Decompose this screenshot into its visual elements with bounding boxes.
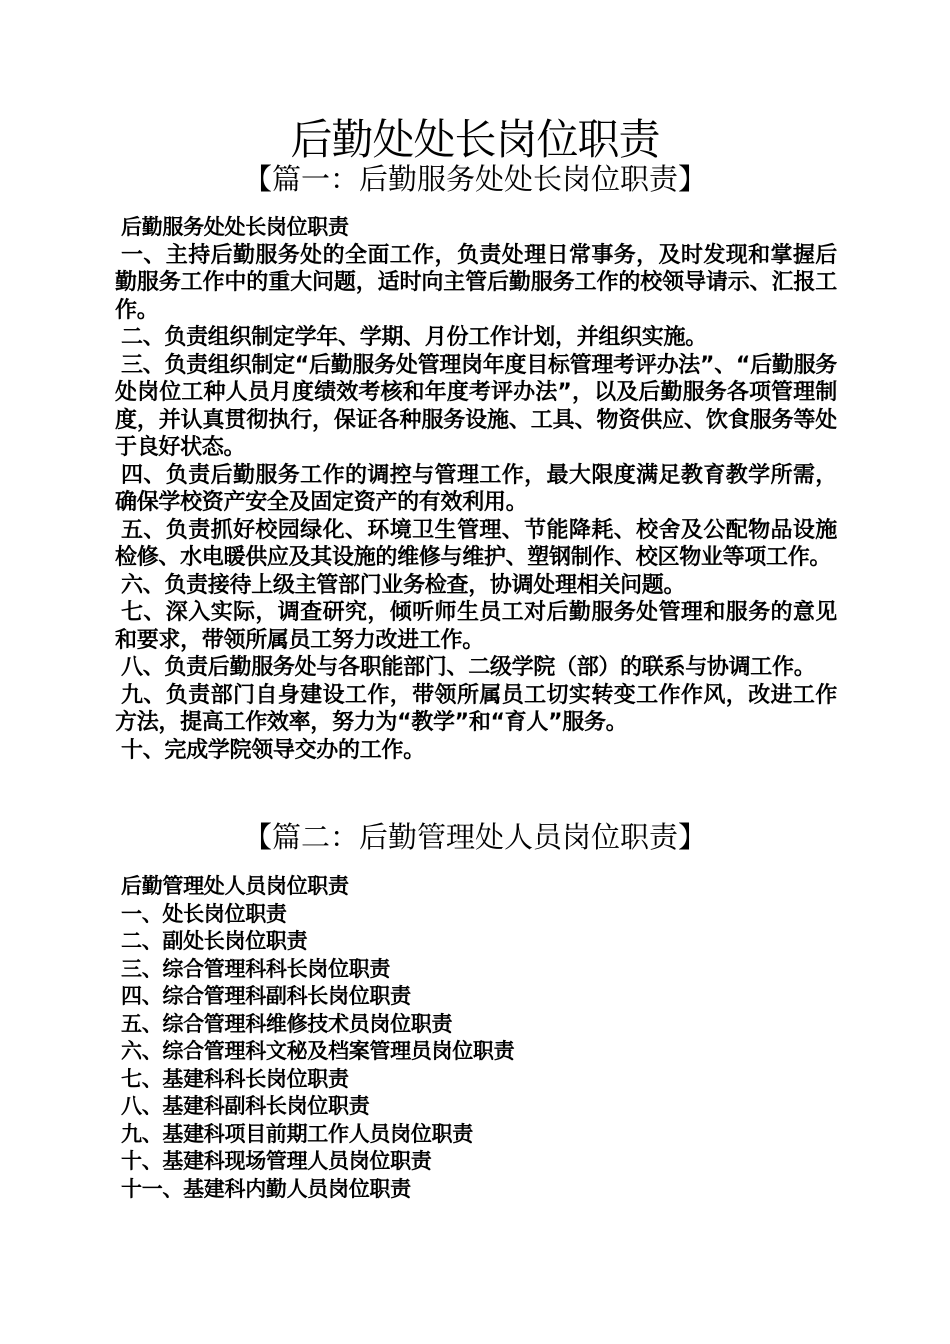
duty-item: 七、深入实际，调查研究，倾听师生员工对后勤服务处管理和服务的意见和要求，带领所属员工努力改进工作。 (115, 600, 837, 653)
section-2-body (115, 873, 837, 1203)
position-list-item: 一、处长岗位职责 (121, 901, 287, 926)
position-list-item: 七、基建科科长岗位职责 (121, 1066, 349, 1091)
duty-item: 四、负责后勤服务工作的调控与管理工作，最大限度满足教育教学所需，确保学校资产安全及固定资产的有效利用。 (115, 462, 837, 515)
duty-item: 十、完成学院领导交办的工作。 (121, 737, 425, 763)
position-list-item: 五、综合管理科维修技术员岗位职责 (121, 1011, 453, 1036)
duty-item: 三、负责组织制定“后勤服务处管理岗年度目标管理考评办法”、“后勤服务处岗位工种人员月度绩效考核和年度考评办法”，以及后勤服务各项管理制度，并认真贯彻执行，保证各种服务设施、工具、物资供应、饮食服务等处于良好状态。 (115, 352, 837, 460)
position-list-item: 八、基建科副科长岗位职责 (121, 1094, 370, 1118)
section-1-subtitle: 后勤服务处处长岗位职责 (121, 215, 349, 239)
position-list-item: 六、综合管理科文秘及档案管理员岗位职责 (121, 1039, 515, 1063)
duty-item: 八、负责后勤服务处与各职能部门、二级学院（部）的联系与协调工作。 (121, 655, 816, 680)
duty-item: 一、主持后勤服务处的全面工作，负责处理日常事务，及时发现和掌握后勤服务工作中的重大问题，适时向主管后勤服务工作的校领导请示、汇报工作。 (115, 242, 837, 323)
section-heading-1: 【篇一：后勤服务处处长岗位职责】 (242, 162, 707, 196)
document-title: 后勤处处长岗位职责 (290, 115, 660, 164)
section-2-subtitle: 后勤管理处人员岗位职责 (121, 874, 349, 898)
duty-item: 九、负责部门自身建设工作，带领所属员工切实转变工作作风，改进工作方法，提高工作效率，努力为“教学”和“育人”服务。 (115, 682, 837, 735)
duty-item: 五、负责抓好校园绿化、环境卫生管理、节能降耗、校舍及公配物品设施检修、水电暖供应及其设施的维修与维护、塑钢制作、校区物业等项工作。 (115, 517, 837, 570)
position-list-item: 十一、基建科内勤人员岗位职责 (121, 1176, 411, 1201)
position-list-item: 四、综合管理科副科长岗位职责 (121, 984, 411, 1008)
duty-item: 二、负责组织制定学年、学期、月份工作计划，并组织实施。 (121, 325, 707, 350)
section-1-body (115, 214, 837, 764)
position-list-item: 十、基建科现场管理人员岗位职责 (121, 1149, 432, 1173)
position-list-item: 二、副处长岗位职责 (121, 929, 308, 953)
section-heading-2: 【篇二：后勤管理处人员岗位职责】 (242, 820, 707, 854)
position-list-item: 九、基建科项目前期工作人员岗位职责 (121, 1121, 473, 1146)
position-list-item: 三、综合管理科科长岗位职责 (121, 956, 391, 981)
duty-item: 六、负责接待上级主管部门业务检查，协调处理相关问题。 (121, 572, 686, 598)
